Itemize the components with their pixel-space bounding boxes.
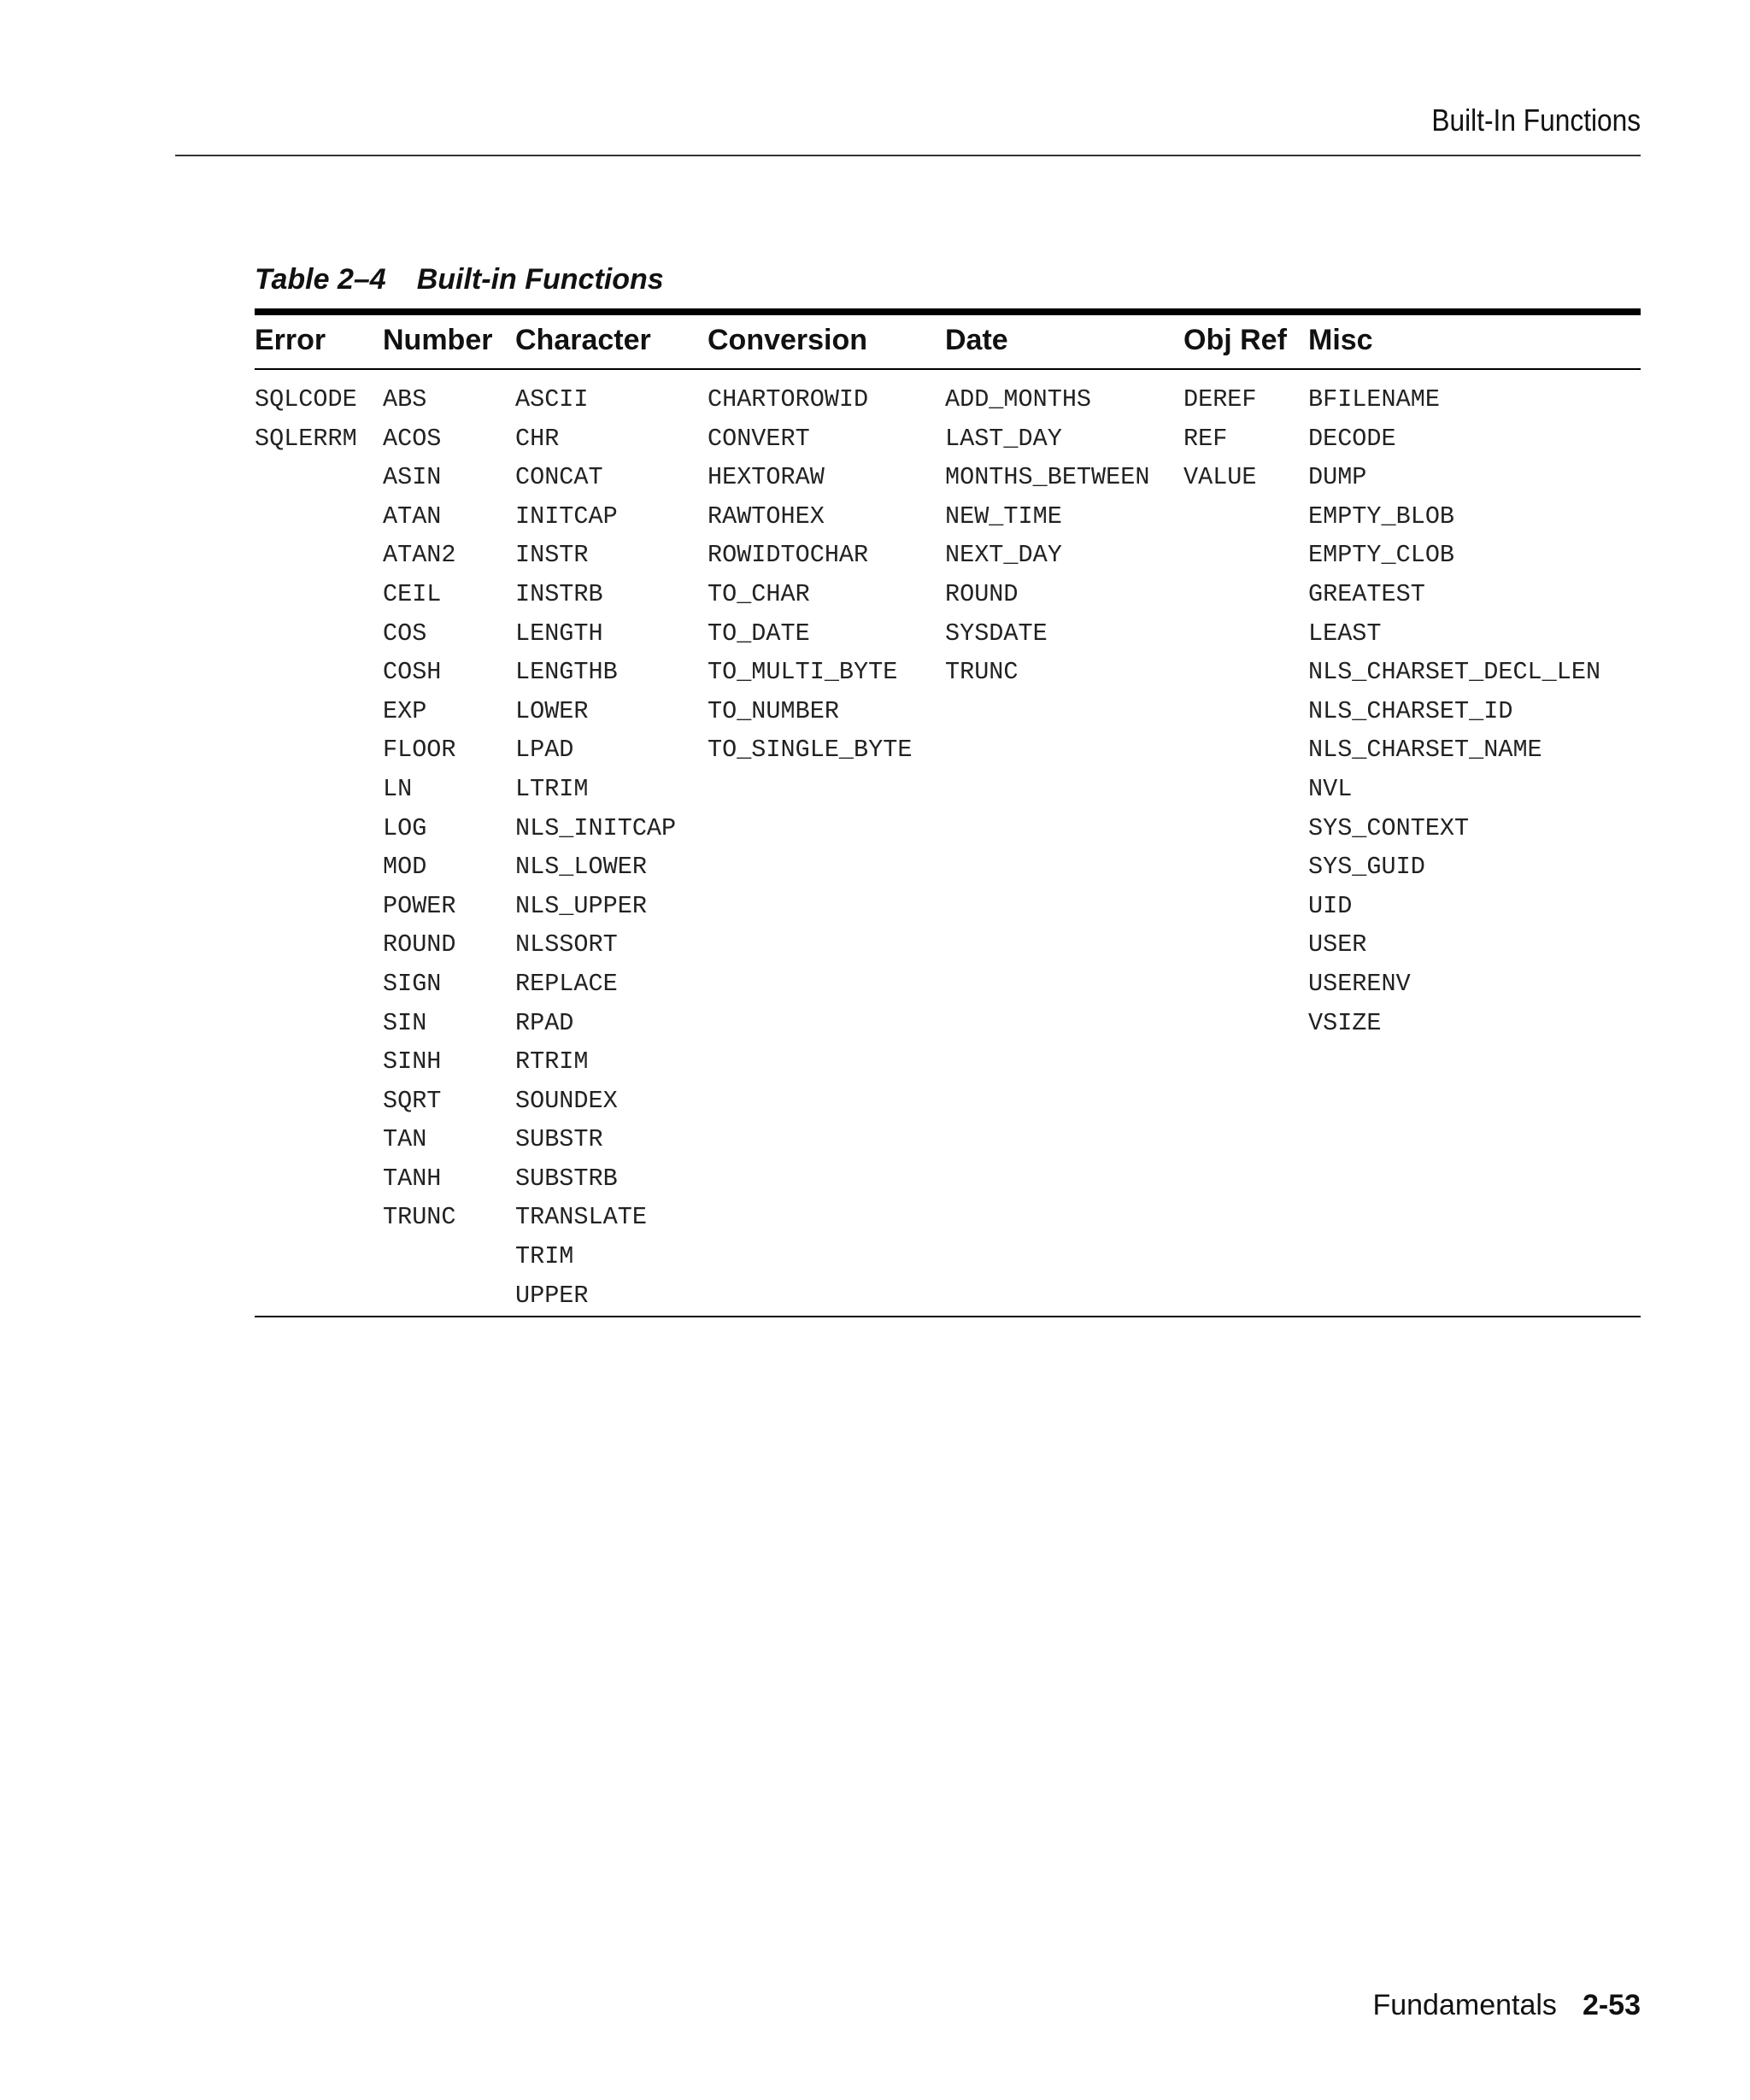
function-name-cell: COS [383, 619, 427, 648]
column-number [383, 380, 456, 1237]
function-name-cell: SQRT [383, 1086, 442, 1115]
column-date [945, 380, 1149, 692]
function-name-cell: ADD_MONTHS [945, 385, 1092, 414]
function-name-cell: TAN [383, 1125, 427, 1154]
table-caption [255, 263, 664, 296]
header-date: Date [945, 324, 1008, 356]
function-name-cell: CHARTOROWID [708, 385, 869, 414]
function-name-cell: CHR [515, 424, 560, 453]
function-name-cell: RTRIM [515, 1047, 589, 1076]
function-name-cell: ROUND [945, 579, 1019, 608]
function-name-cell: TO_DATE [708, 619, 810, 648]
function-name-cell: SQLERRM [255, 424, 357, 453]
function-name-cell: LOG [383, 813, 427, 842]
page-number: 2-53 [1582, 1989, 1641, 2021]
function-name-cell: LAST_DAY [945, 424, 1062, 453]
function-name-cell: USER [1308, 930, 1367, 959]
function-name-cell: NEW_TIME [945, 502, 1062, 531]
function-name-cell: TRUNC [945, 658, 1019, 687]
function-name-cell: UID [1308, 891, 1353, 920]
function-name-cell: TRANSLATE [515, 1203, 647, 1232]
table-body [255, 370, 1641, 1316]
function-name-cell: NLS_CHARSET_NAME [1308, 736, 1542, 765]
function-name-cell: SIGN [383, 969, 442, 998]
function-name-cell: SYSDATE [945, 619, 1048, 648]
function-name-cell: GREATEST [1308, 579, 1425, 608]
function-name-cell: ROUND [383, 930, 456, 959]
table-caption-title: Built-in Functions [416, 263, 664, 296]
table-top-rule [255, 308, 1641, 315]
function-name-cell: SYS_GUID [1308, 853, 1425, 882]
column-misc [1308, 380, 1600, 1042]
function-name-cell: VSIZE [1308, 1008, 1382, 1037]
function-name-cell: INSTRB [515, 579, 603, 608]
function-name-cell: FLOOR [383, 736, 456, 765]
header-number: Number [383, 324, 493, 356]
function-name-cell: LPAD [515, 736, 574, 765]
function-name-cell: VALUE [1183, 463, 1257, 492]
function-name-cell: EMPTY_BLOB [1308, 502, 1455, 531]
function-name-cell: ROWIDTOCHAR [708, 541, 869, 570]
function-name-cell: MOD [383, 853, 427, 882]
function-name-cell: LEAST [1308, 619, 1382, 648]
function-name-cell: ABS [383, 385, 427, 414]
function-name-cell: NLS_UPPER [515, 891, 647, 920]
function-name-cell: SUBSTR [515, 1125, 603, 1154]
table-header-row [255, 315, 1641, 368]
function-name-cell: CONVERT [708, 424, 810, 453]
function-name-cell: NLS_INITCAP [515, 813, 677, 842]
function-name-cell: SIN [383, 1008, 427, 1037]
function-name-cell: SQLCODE [255, 385, 357, 414]
function-name-cell: EMPTY_CLOB [1308, 541, 1455, 570]
function-name-cell: TANH [383, 1164, 442, 1193]
function-name-cell: NVL [1308, 774, 1353, 803]
table-bottom-rule [255, 1316, 1641, 1317]
running-header: Built-In Functions [1431, 103, 1641, 138]
function-name-cell: DECODE [1308, 424, 1396, 453]
function-name-cell: RPAD [515, 1008, 574, 1037]
function-name-cell: NLSSORT [515, 930, 618, 959]
function-name-cell: TO_CHAR [708, 579, 810, 608]
function-name-cell: LENGTH [515, 619, 603, 648]
function-name-cell: EXP [383, 696, 427, 725]
function-name-cell: TRIM [515, 1242, 574, 1271]
function-name-cell: TRUNC [383, 1203, 456, 1232]
function-name-cell: ASCII [515, 385, 589, 414]
header-character: Character [515, 324, 651, 356]
function-name-cell: NLS_CHARSET_DECL_LEN [1308, 658, 1601, 687]
column-obj-ref [1183, 380, 1257, 497]
function-name-cell: SOUNDEX [515, 1086, 618, 1115]
function-name-cell: DEREF [1183, 385, 1257, 414]
function-name-cell: REF [1183, 424, 1228, 453]
header-rule [175, 155, 1641, 156]
function-name-cell: DUMP [1308, 463, 1367, 492]
function-name-cell: MONTHS_BETWEEN [945, 463, 1150, 492]
function-name-cell: ACOS [383, 424, 442, 453]
function-name-cell: SINH [383, 1047, 442, 1076]
function-name-cell: CONCAT [515, 463, 603, 492]
column-conversion [708, 380, 912, 770]
function-name-cell: UPPER [515, 1281, 589, 1310]
builtin-functions-table [255, 308, 1641, 1317]
function-name-cell: NLS_CHARSET_ID [1308, 696, 1513, 725]
function-name-cell: NEXT_DAY [945, 541, 1062, 570]
function-name-cell: REPLACE [515, 969, 618, 998]
function-name-cell: SYS_CONTEXT [1308, 813, 1470, 842]
function-name-cell: COSH [383, 658, 442, 687]
function-name-cell: ATAN2 [383, 541, 456, 570]
footer-section-name: Fundamentals [1372, 1989, 1557, 2021]
function-name-cell: RAWTOHEX [708, 502, 825, 531]
function-name-cell: POWER [383, 891, 456, 920]
function-name-cell: SUBSTRB [515, 1164, 618, 1193]
column-character [515, 380, 676, 1315]
function-name-cell: NLS_LOWER [515, 853, 647, 882]
function-name-cell: LN [383, 774, 413, 803]
function-name-cell: ATAN [383, 502, 442, 531]
function-name-cell: CEIL [383, 579, 442, 608]
function-name-cell: TO_NUMBER [708, 696, 839, 725]
function-name-cell: USERENV [1308, 969, 1411, 998]
function-name-cell: LOWER [515, 696, 589, 725]
column-error [255, 380, 357, 458]
function-name-cell: BFILENAME [1308, 385, 1440, 414]
page-footer [1372, 1989, 1641, 2022]
function-name-cell: INITCAP [515, 502, 618, 531]
function-name-cell: LENGTHB [515, 658, 618, 687]
table-caption-label: Table 2–4 [255, 263, 386, 296]
header-obj-ref: Obj Ref [1183, 324, 1287, 356]
header-error: Error [255, 324, 326, 356]
function-name-cell: TO_SINGLE_BYTE [708, 736, 913, 765]
header-conversion: Conversion [708, 324, 868, 356]
function-name-cell: INSTR [515, 541, 589, 570]
function-name-cell: HEXTORAW [708, 463, 825, 492]
function-name-cell: ASIN [383, 463, 442, 492]
header-misc: Misc [1308, 324, 1373, 356]
function-name-cell: TO_MULTI_BYTE [708, 658, 898, 687]
function-name-cell: LTRIM [515, 774, 589, 803]
